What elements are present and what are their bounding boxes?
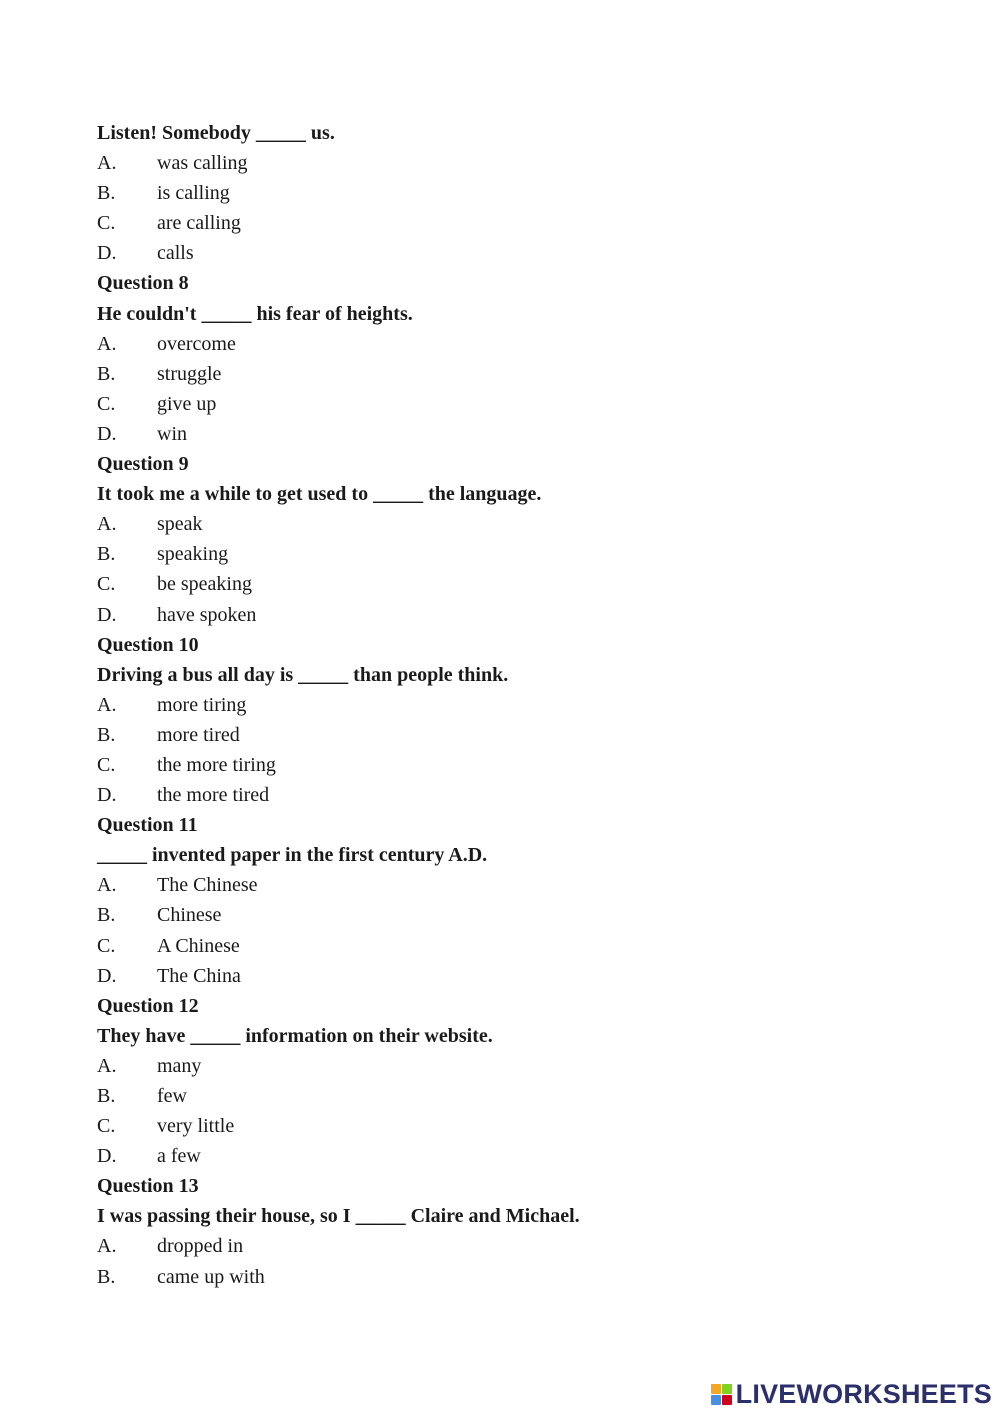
option-letter: B. xyxy=(97,362,116,385)
question-heading: Question 11 xyxy=(97,814,198,837)
question-prompt: Listen! Somebody _____ us. xyxy=(97,122,335,144)
option-letter: A. xyxy=(97,1054,117,1077)
question-block xyxy=(97,1171,957,1291)
answer-option xyxy=(97,690,957,720)
option-text: A Chinese xyxy=(157,934,240,957)
option-text: very little xyxy=(157,1115,235,1138)
option-letter: D. xyxy=(97,603,117,626)
option-text: overcome xyxy=(157,332,236,355)
option-letter: B. xyxy=(97,182,116,205)
option-letter: C. xyxy=(97,212,116,235)
answer-option xyxy=(97,870,957,900)
answer-option xyxy=(97,1141,957,1171)
option-letter: A. xyxy=(97,1235,117,1258)
question-prompt: I was passing their house, so I _____ Claire and Michael. xyxy=(97,1205,580,1228)
question-prompt: Driving a bus all day is _____ than people think. xyxy=(97,663,509,686)
answer-option xyxy=(97,329,957,359)
option-text: be speaking xyxy=(157,573,252,596)
liveworksheets-logo-icon xyxy=(711,1384,732,1405)
answer-option xyxy=(97,208,957,238)
answer-option xyxy=(97,569,957,599)
option-letter: B. xyxy=(97,1085,116,1107)
answer-option xyxy=(97,1051,957,1081)
option-text: more tired xyxy=(157,723,240,746)
answer-option xyxy=(97,1231,957,1261)
option-letter: D. xyxy=(97,242,117,265)
option-text: more tiring xyxy=(157,693,247,716)
logo-block-4 xyxy=(722,1395,732,1405)
answer-option xyxy=(97,148,957,178)
option-text: Chinese xyxy=(157,904,222,927)
answer-option xyxy=(97,509,957,539)
question-heading: Question 10 xyxy=(97,633,199,656)
answer-option xyxy=(97,539,957,569)
answer-option xyxy=(97,178,957,208)
option-text: speaking xyxy=(157,543,229,566)
answer-option xyxy=(97,961,957,991)
option-letter: C. xyxy=(97,392,116,415)
option-text: was calling xyxy=(157,152,248,175)
option-letter: A. xyxy=(97,152,117,175)
question-prompt: _____ invented paper in the first century A.D. xyxy=(97,844,488,867)
footer-branding xyxy=(711,1374,992,1414)
option-letter: C. xyxy=(97,753,116,776)
option-text: came up with xyxy=(157,1265,265,1288)
option-text: is calling xyxy=(157,182,230,205)
option-text: the more tiring xyxy=(157,753,276,776)
option-letter: A. xyxy=(97,332,117,355)
answer-option xyxy=(97,931,957,961)
answer-option xyxy=(97,1111,957,1141)
option-text: have spoken xyxy=(157,603,257,626)
answer-option xyxy=(97,359,957,389)
question-block xyxy=(97,810,957,991)
option-text: dropped in xyxy=(157,1235,244,1258)
option-letter: A. xyxy=(97,513,117,536)
worksheet-body xyxy=(97,118,957,1292)
option-text: struggle xyxy=(157,362,222,385)
option-text: give up xyxy=(157,392,217,415)
option-letter: A. xyxy=(97,874,117,897)
question-block xyxy=(97,118,957,268)
logo-block-3 xyxy=(711,1395,721,1405)
option-text: The China xyxy=(157,964,241,987)
option-letter: B. xyxy=(97,543,116,566)
option-letter: A. xyxy=(97,693,117,716)
answer-option xyxy=(97,389,957,419)
question-prompt: It took me a while to get used to _____ the language. xyxy=(97,483,542,506)
question-prompt: They have _____ information on their website. xyxy=(97,1024,493,1047)
question-prompt: He couldn't _____ his fear of heights. xyxy=(97,302,413,325)
option-text: the more tired xyxy=(157,784,270,807)
answer-option xyxy=(97,1081,957,1111)
question-block xyxy=(97,268,957,449)
question-block xyxy=(97,449,957,630)
option-letter: D. xyxy=(97,784,117,807)
option-text: The Chinese xyxy=(157,874,258,897)
option-letter: B. xyxy=(97,1265,116,1288)
logo-block-2 xyxy=(722,1384,732,1394)
option-text: few xyxy=(157,1085,187,1107)
question-block xyxy=(97,630,957,811)
option-letter: C. xyxy=(97,934,116,957)
answer-option xyxy=(97,238,957,268)
answer-option xyxy=(97,900,957,930)
answer-option xyxy=(97,419,957,449)
answer-option xyxy=(97,1262,957,1292)
logo-block-1 xyxy=(711,1384,721,1394)
option-letter: D. xyxy=(97,964,117,987)
question-heading: Question 13 xyxy=(97,1175,199,1198)
answer-option xyxy=(97,720,957,750)
liveworksheets-logo-text: LIVEWORKSHEETS xyxy=(735,1378,992,1409)
option-letter: D. xyxy=(97,1145,117,1168)
option-letter: B. xyxy=(97,904,116,927)
option-text: speak xyxy=(157,513,203,536)
question-heading: Question 12 xyxy=(97,994,199,1017)
option-letter: B. xyxy=(97,723,116,746)
answer-option xyxy=(97,600,957,630)
question-block xyxy=(97,991,957,1172)
option-text: a few xyxy=(157,1145,201,1168)
answer-option xyxy=(97,780,957,810)
question-heading: Question 8 xyxy=(97,272,189,295)
option-text: many xyxy=(157,1054,202,1077)
option-text: calls xyxy=(157,242,194,265)
option-text: are calling xyxy=(157,212,241,235)
option-letter: C. xyxy=(97,1115,116,1138)
option-text: win xyxy=(157,422,187,445)
option-letter: C. xyxy=(97,573,116,596)
question-heading: Question 9 xyxy=(97,453,189,476)
answer-option xyxy=(97,750,957,780)
option-letter: D. xyxy=(97,422,117,445)
